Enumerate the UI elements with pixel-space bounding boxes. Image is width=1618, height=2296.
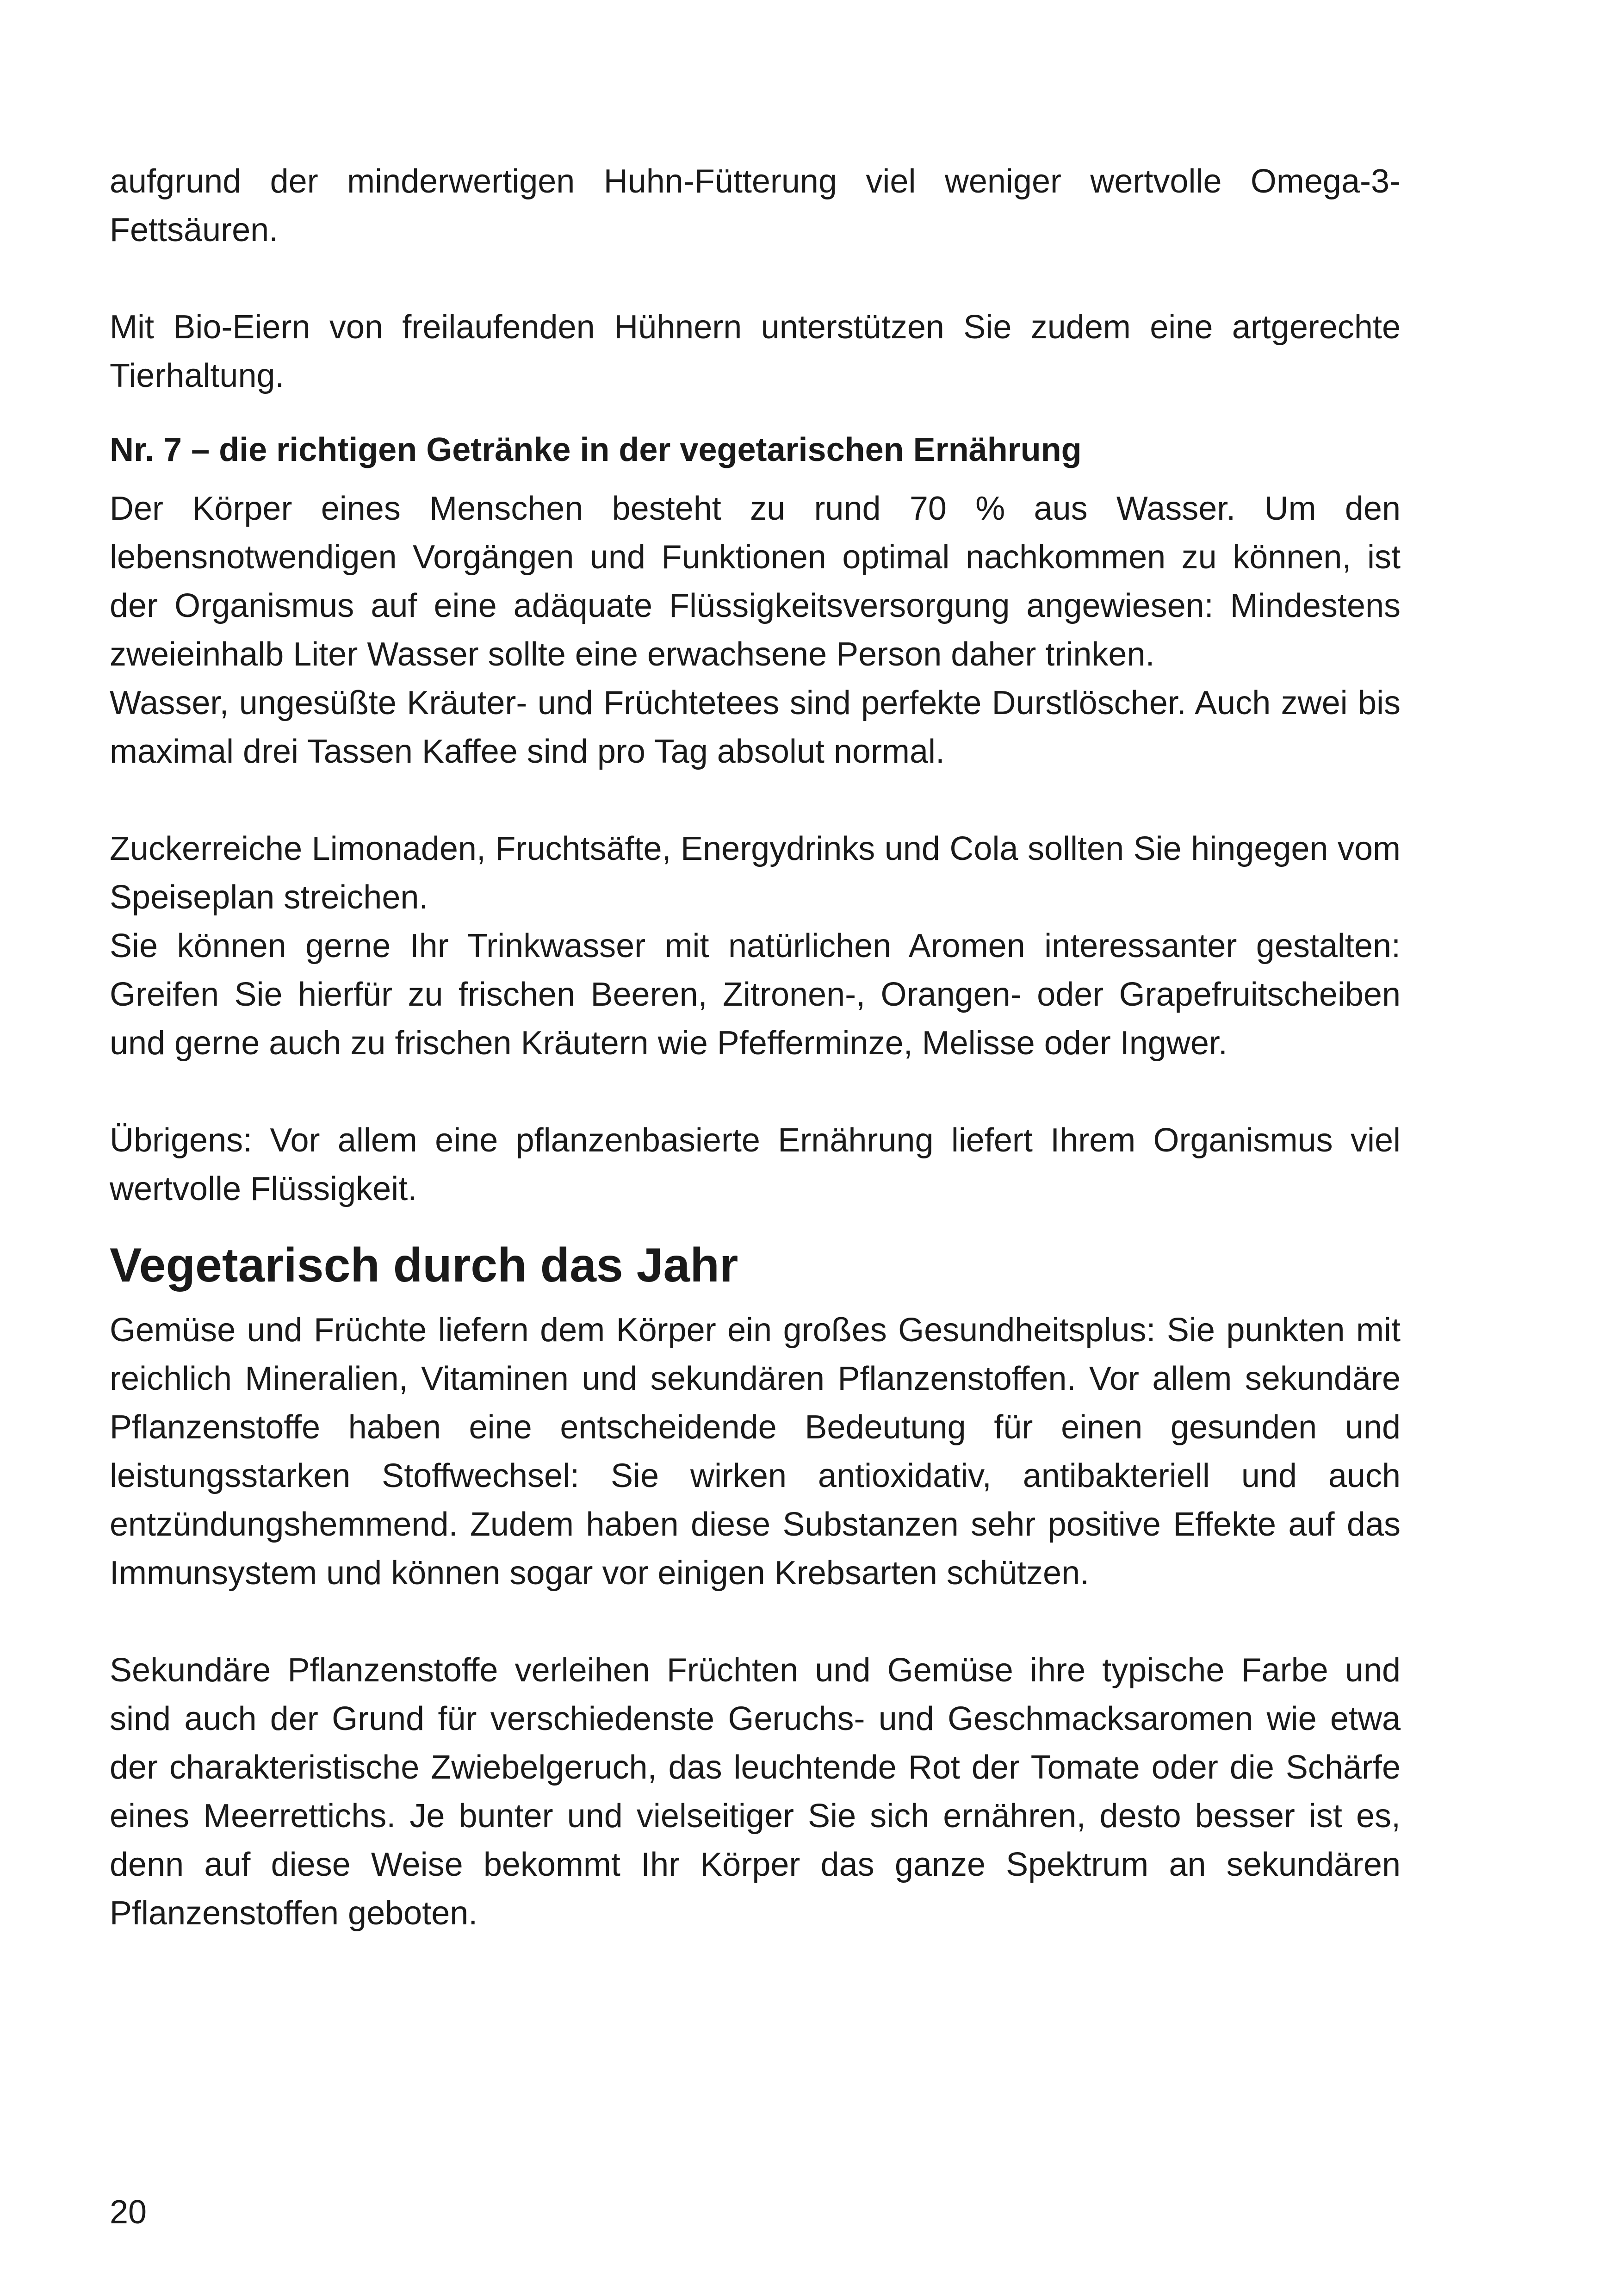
page-number: 20 xyxy=(110,2194,147,2231)
paragraph-gap xyxy=(110,776,1401,825)
paragraph-gap xyxy=(110,255,1401,303)
paragraph-zuckerreiche-getraenke: Zuckerreiche Limonaden, Fruchtsäfte, Energydrinks und Cola sollten Sie hingegen vom Speiseplan streichen. xyxy=(110,830,1401,916)
paragraph-bio-eier: Mit Bio-Eiern von freilaufenden Hühnern unterstützen Sie zudem eine artgerechte Tierhaltung. xyxy=(110,309,1401,394)
paragraph-durstloescher: Wasser, ungesüßte Kräuter- und Früchtetees sind perfekte Durstlöscher. Auch zwei bis maximal drei Tassen Kaffee sind pro Tag absolut normal. xyxy=(110,684,1401,770)
paragraph-koerper-wasser: Der Körper eines Menschen besteht zu rund 70 % aus Wasser. Um den lebensnotwendigen Vorgängen und Funktionen optimal nachkommen zu können, ist der Organismus auf eine adäquate Flüssigkeitsversorgung angewiesen: Mindestens zweieinhalb Liter Wasser sollte eine erwachsene Person daher trinken. xyxy=(110,490,1401,673)
paragraph-gap xyxy=(110,1598,1401,1646)
paragraph-uebrigens: Übrigens: Vor allem eine pflanzenbasierte Ernährung liefert Ihrem Organismus viel wertvolle Flüssigkeit. xyxy=(110,1122,1401,1207)
subheading-nr7-getraenke: Nr. 7 – die richtigen Getränke in der vegetarischen Ernährung xyxy=(110,431,1082,468)
page-body xyxy=(110,157,1401,1938)
paragraph-pflanzenstoffe: Sekundäre Pflanzenstoffe verleihen Früchten und Gemüse ihre typische Farbe und sind auch der Grund für verschiedenste Geruchs- und Geschmacksaromen wie etwa der charakteristische Zwiebelgeruch, das leuchtende Rot der Tomate oder die Schärfe eines Meerrettichs. Je bunter und vielseitiger Sie sich ernähren, desto besser ist es, denn auf diese Weise bekommt Ihr Körper das ganze Spektrum an sekundären Pflanzenstoffen geboten. xyxy=(110,1652,1401,1932)
paragraph-omega3: aufgrund der minderwertigen Huhn-Fütterung viel weniger wertvolle Omega-3-Fettsäuren. xyxy=(110,163,1401,249)
paragraph-gap xyxy=(110,1068,1401,1116)
paragraph-gesundheitsplus: Gemüse und Früchte liefern dem Körper ein großes Gesundheitsplus: Sie punkten mit reichlich Mineralien, Vitaminen und sekundären Pflanzenstoffen. Vor allem sekundäre Pflanzenstoffe haben eine entscheidende Bedeutung für einen gesunden und leistungsstarken Stoffwechsel: Sie wirken antioxidativ, antibakteriell und auch entzündungshemmend. Zudem haben diese Substanzen sehr positive Effekte auf das Immunsystem und können sogar vor einigen Krebsarten schützen. xyxy=(110,1312,1401,1592)
section-heading-vegetarisch: Vegetarisch durch das Jahr xyxy=(110,1238,738,1292)
paragraph-aromen: Sie können gerne Ihr Trinkwasser mit natürlichen Aromen interessanter gestalten: Greifen Sie hierfür zu frischen Beeren, Zitronen-, Orangen- oder Grapefruitscheiben und gerne auch zu frischen Kräutern wie Pfefferminze, Melisse oder Ingwer. xyxy=(110,927,1401,1062)
